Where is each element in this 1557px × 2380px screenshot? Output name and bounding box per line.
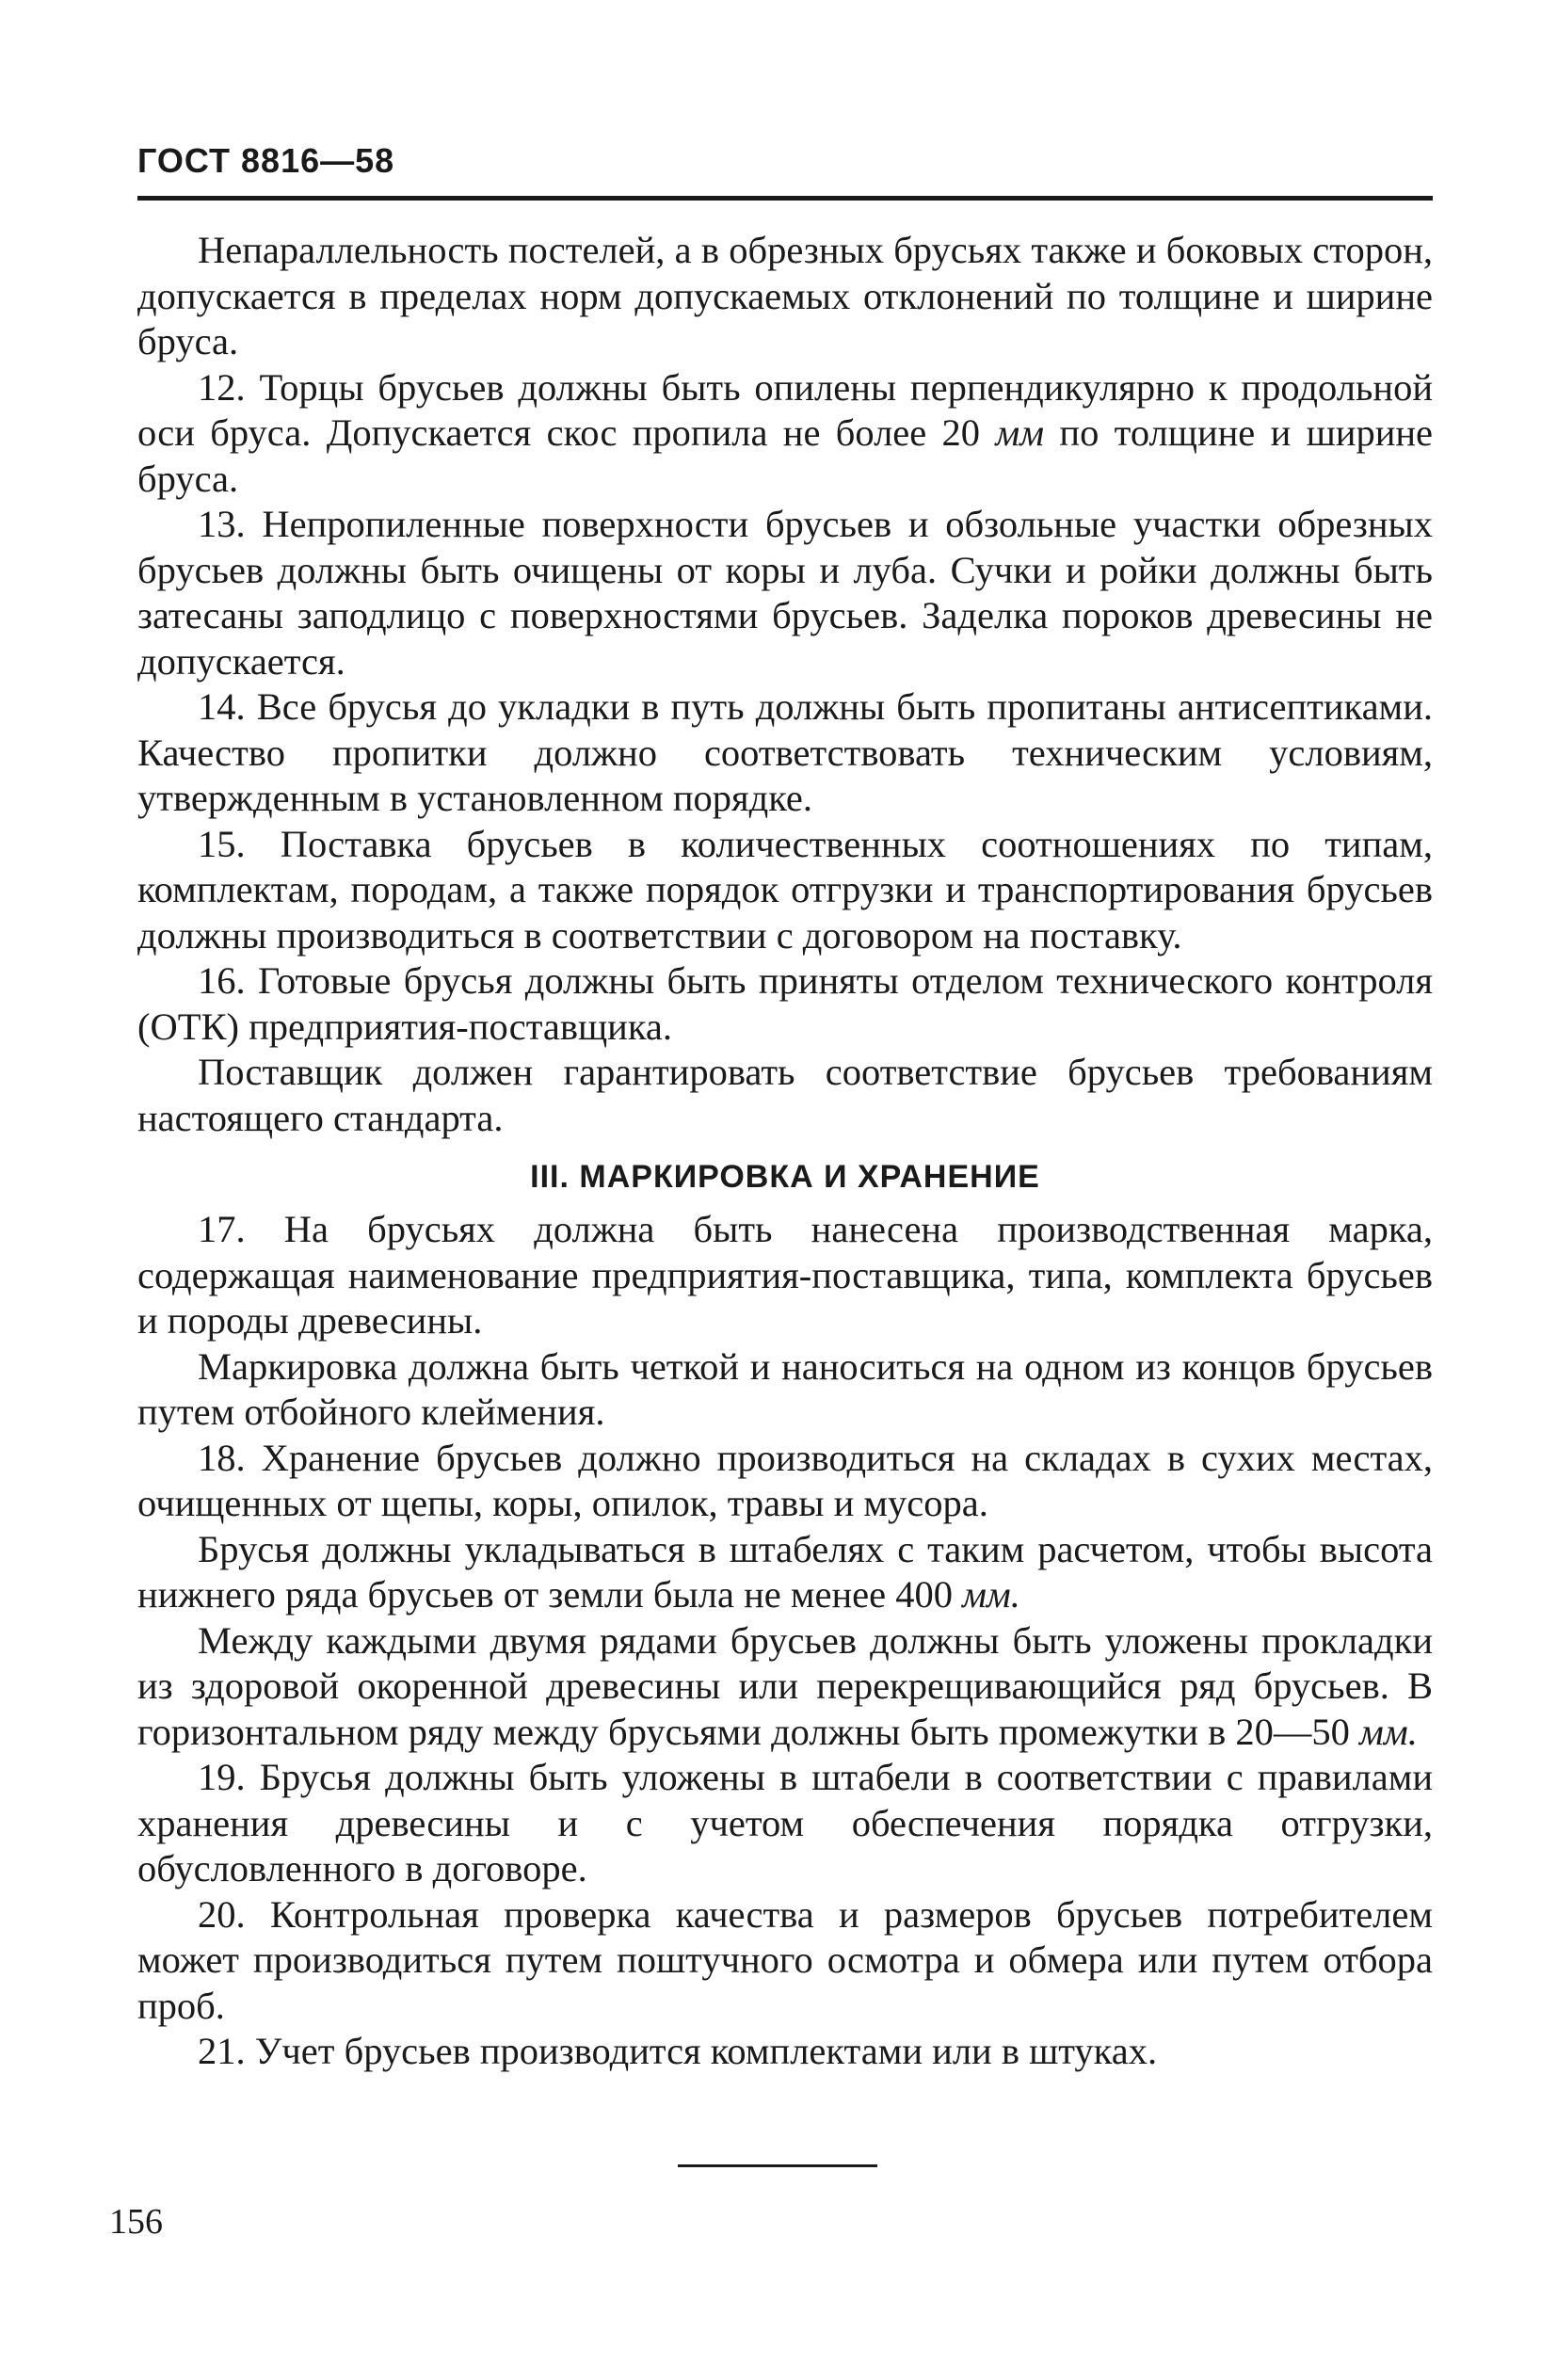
document-body	[137, 228, 1433, 2075]
paragraph-18: 18. Хранение брусьев должно производиться на складах в сухих местах, очищенных от щепы, коры, опилок, травы и мусора.	[137, 1436, 1433, 1524]
paragraph-16-supplier: Поставщик должен гарантировать соответствие брусьев требованиям настоящего стандарта.	[137, 1051, 1433, 1139]
section-title: III. МАРКИРОВКА И ХРАНЕНИЕ	[530, 1159, 1040, 1195]
footer-rule	[678, 2164, 877, 2167]
unit-mm: мм	[995, 411, 1045, 454]
paragraph-18-spacers	[137, 1618, 1433, 1756]
paragraph-14: 14. Все брусья до укладки в путь должны быть пропитаны антисептиками. Качество пропитки должно соответствовать техническим условиям, утвержденным в установленном порядке.	[137, 685, 1433, 819]
standard-header: ГОСТ 8816—58	[137, 141, 395, 180]
page-number: 156	[109, 2202, 163, 2242]
paragraph-18-spacers-text: Между каждыми двумя рядами брусьев должны быть уложены прокладки из здоровой окоренной древесины или перекрещивающийся ряд брусьев. В горизонтальном ряду между брусьями должны быть промежутки в 20—50	[137, 1618, 1433, 1753]
paragraph-17: 17. На брусьях должна быть нанесена производственная марка, содержащая наименование предприятия-поставщика, типа, комплекта брусьев и породы древесины.	[137, 1208, 1433, 1342]
paragraph-18-stacking-text: Брусья должны укладываться в штабелях с таким расчетом, чтобы высота нижнего ряда брусьев от земли была не менее 400	[137, 1527, 1433, 1616]
paragraph-19: 19. Брусья должны быть уложены в штабели в соответствии с правилами хранения древесины и с учетом обеспечения порядка отгрузки, обусловленного в договоре.	[137, 1756, 1433, 1890]
paragraph-12-text: 12. Торцы брусьев должны быть опилены перпендикулярно к продольной оси бруса. Допускается скос пропила не более 20	[137, 365, 1433, 454]
header-rule	[137, 196, 1433, 201]
paragraph-21: 21. Учет брусьев производится комплектами или в штуках.	[198, 2030, 1158, 2072]
paragraph-11-continuation: Непараллельность постелей, а в обрезных брусьях также и боковых сторон, допускается в пределах норм допускаемых отклонений по толщине и ширине бруса.	[137, 229, 1433, 362]
paragraph-17-marking: Маркировка должна быть четкой и наноситься на одном из концов брусьев путем отбойного клеймения.	[137, 1344, 1433, 1433]
paragraph-15: 15. Поставка брусьев в количественных соотношениях по типам, комплектам, породам, а также порядок отгрузки и транспортирования брусьев должны производиться в соответствии с договором на поставку.	[137, 822, 1433, 957]
paragraph-18-stacking	[137, 1527, 1433, 1618]
unit-mm: мм.	[962, 1573, 1020, 1616]
paragraph-12-end: по толщине и ширине бруса.	[137, 411, 1434, 500]
unit-mm: мм.	[1359, 1710, 1418, 1753]
paragraph-12	[137, 365, 1433, 503]
paragraph-13: 13. Непропиленные поверхности брусьев и обзольные участки обрезных брусьев должны быть очищены от коры и луба. Сучки и ройки должны быть затесаны заподлицо с поверхностями брусьев. Заделка пороков древесины не допускается.	[137, 503, 1433, 683]
paragraph-16: 16. Готовые брусья должны быть приняты отделом технического контроля (ОТК) предприятия-поставщика.	[137, 959, 1433, 1048]
paragraph-20: 20. Контрольная проверка качества и размеров брусьев потребителем может производиться путем поштучного осмотра и обмера или путем отбора проб.	[137, 1892, 1433, 2027]
